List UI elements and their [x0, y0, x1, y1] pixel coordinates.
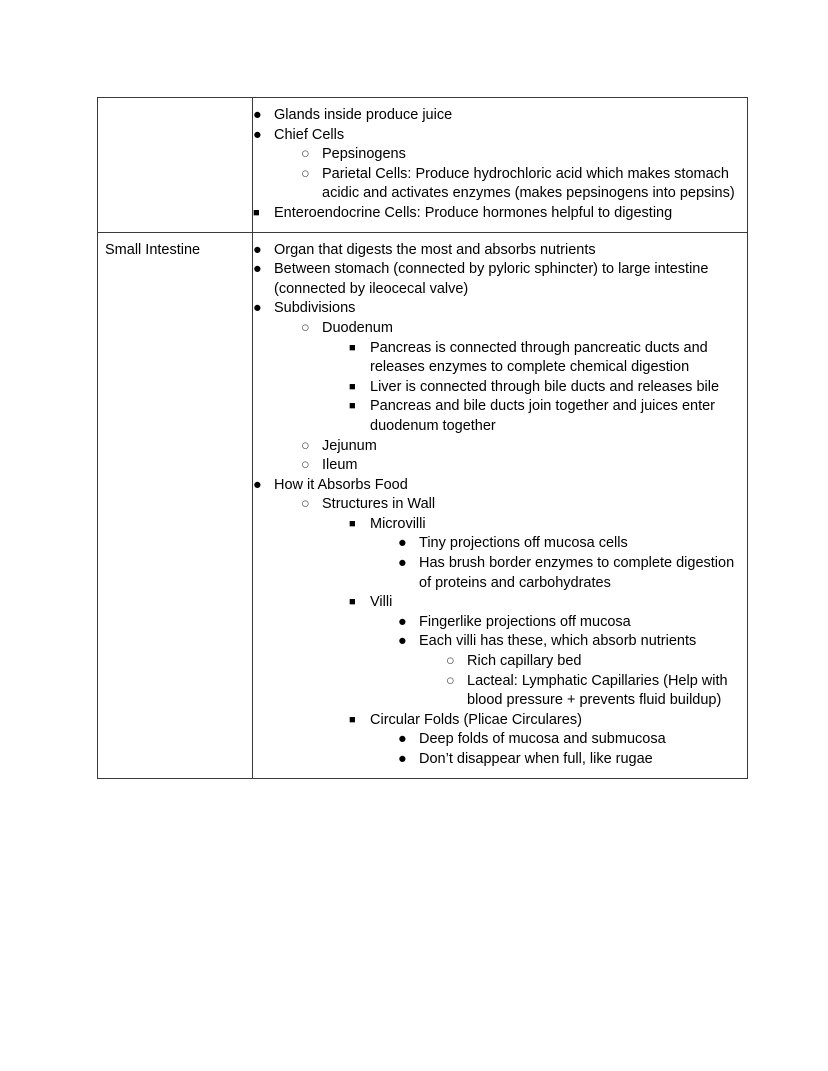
list-item-text: Glands inside produce juice	[274, 107, 453, 123]
disc-bullet-icon: ●	[398, 751, 407, 767]
list-item	[253, 260, 738, 299]
list-item-text: Chief Cells	[274, 126, 345, 143]
list-item-text: Each villi has these, which absorb nutrients	[419, 633, 697, 650]
table-row	[98, 98, 748, 233]
list-item	[301, 145, 738, 165]
circle-bullet-icon: ○	[301, 146, 310, 163]
row-label-cell	[98, 232, 253, 778]
circle-bullet-icon: ○	[446, 672, 455, 689]
bullet-list	[253, 106, 738, 224]
list-item-text: Villi	[370, 594, 393, 611]
list-item	[398, 554, 738, 593]
square-bullet-icon: ■	[349, 400, 356, 413]
list-item-text: Duodenum	[322, 319, 393, 336]
list-item	[301, 495, 738, 515]
square-bullet-icon: ■	[349, 517, 356, 530]
list-item	[446, 652, 738, 672]
list-item	[301, 165, 738, 204]
row-content-cell	[253, 232, 748, 778]
list-item-text: Deep folds of mucosa and submucosa	[419, 731, 666, 748]
list-item	[398, 632, 738, 652]
list-item	[253, 299, 738, 319]
circle-bullet-icon: ○	[301, 319, 310, 336]
list-item-text: Microvilli	[370, 515, 426, 532]
circle-bullet-icon: ○	[446, 653, 455, 670]
list-item-text: Subdivisions	[274, 300, 356, 317]
list-item-text: Pepsinogens	[322, 146, 406, 163]
list-item	[446, 672, 738, 711]
list-item-text: Pancreas is connected through pancreatic ducts and releases enzymes to complete chemical digestion	[370, 339, 708, 376]
list-item	[349, 711, 738, 731]
disc-bullet-icon: ●	[398, 633, 407, 650]
disc-bullet-icon: ●	[253, 261, 262, 278]
list-item	[253, 476, 738, 496]
list-item-text: Jejunum	[322, 437, 377, 454]
list-item	[398, 730, 738, 750]
notes-table	[97, 97, 748, 779]
table-row	[98, 232, 748, 778]
list-item	[349, 593, 738, 613]
list-item	[398, 534, 738, 554]
square-bullet-icon: ■	[349, 380, 356, 393]
disc-bullet-icon: ●	[253, 241, 262, 258]
circle-bullet-icon: ○	[301, 496, 310, 513]
list-item-text: Lacteal: Lymphatic Capillaries (Help with blood pressure + prevents fluid buildup)	[467, 672, 728, 709]
list-item	[301, 437, 738, 457]
list-item	[253, 106, 738, 126]
list-item	[349, 339, 738, 378]
list-item-text: Ileum	[322, 457, 358, 474]
row-content-cell	[253, 98, 748, 233]
list-item	[253, 241, 738, 261]
table-body	[98, 98, 748, 779]
list-item-text: Pancreas and bile ducts join together and juices enter duodenum together	[370, 398, 715, 434]
square-bullet-icon: ■	[253, 206, 260, 219]
list-item	[253, 204, 738, 224]
disc-bullet-icon: ●	[253, 126, 262, 143]
list-item-text: Between stomach (connected by pyloric sphincter) to large intestine (connected by ileocecal valve)	[274, 261, 709, 297]
list-item-text: Fingerlike projections off mucosa	[419, 613, 631, 630]
list-item	[253, 126, 738, 146]
list-item-text: Don’t disappear when full, like rugae	[419, 751, 653, 767]
disc-bullet-icon: ●	[398, 555, 407, 572]
row-label-cell	[98, 98, 253, 233]
list-item-text: Circular Folds (Plicae Circulares)	[370, 711, 582, 728]
bullet-list	[253, 241, 738, 770]
disc-bullet-icon: ●	[398, 535, 407, 552]
list-item-text: Has brush border enzymes to complete digestion of proteins and carbohydrates	[419, 555, 735, 591]
circle-bullet-icon: ○	[301, 437, 310, 454]
circle-bullet-icon: ○	[301, 165, 310, 182]
list-item	[301, 319, 738, 339]
list-item-text: Tiny projections off mucosa cells	[419, 535, 628, 552]
circle-bullet-icon: ○	[301, 457, 310, 474]
list-item-text: Structures in Wall	[322, 496, 436, 513]
list-item	[349, 397, 738, 436]
disc-bullet-icon: ●	[398, 613, 407, 630]
list-item-text: Liver is connected through bile ducts and releases bile	[370, 378, 720, 395]
list-item-text: Organ that digests the most and absorbs nutrients	[274, 241, 596, 258]
list-item	[349, 378, 738, 398]
disc-bullet-icon: ●	[253, 107, 262, 123]
square-bullet-icon: ■	[349, 713, 356, 726]
list-item-text: Enteroendocrine Cells: Produce hormones helpful to digesting	[274, 204, 673, 221]
list-item-text: How it Absorbs Food	[274, 476, 408, 493]
square-bullet-icon: ■	[349, 341, 356, 354]
list-item	[301, 456, 738, 476]
list-item	[398, 613, 738, 633]
list-item	[349, 515, 738, 535]
disc-bullet-icon: ●	[253, 300, 262, 317]
square-bullet-icon: ■	[349, 596, 356, 609]
row-label: Small Intestine	[105, 241, 201, 258]
list-item-text: Rich capillary bed	[467, 653, 582, 670]
disc-bullet-icon: ●	[253, 476, 262, 493]
list-item	[398, 750, 738, 770]
disc-bullet-icon: ●	[398, 731, 407, 748]
list-item-text: Parietal Cells: Produce hydrochloric acid which makes stomach acidic and activates enzymes (makes pepsinogens into pepsins)	[322, 165, 735, 202]
